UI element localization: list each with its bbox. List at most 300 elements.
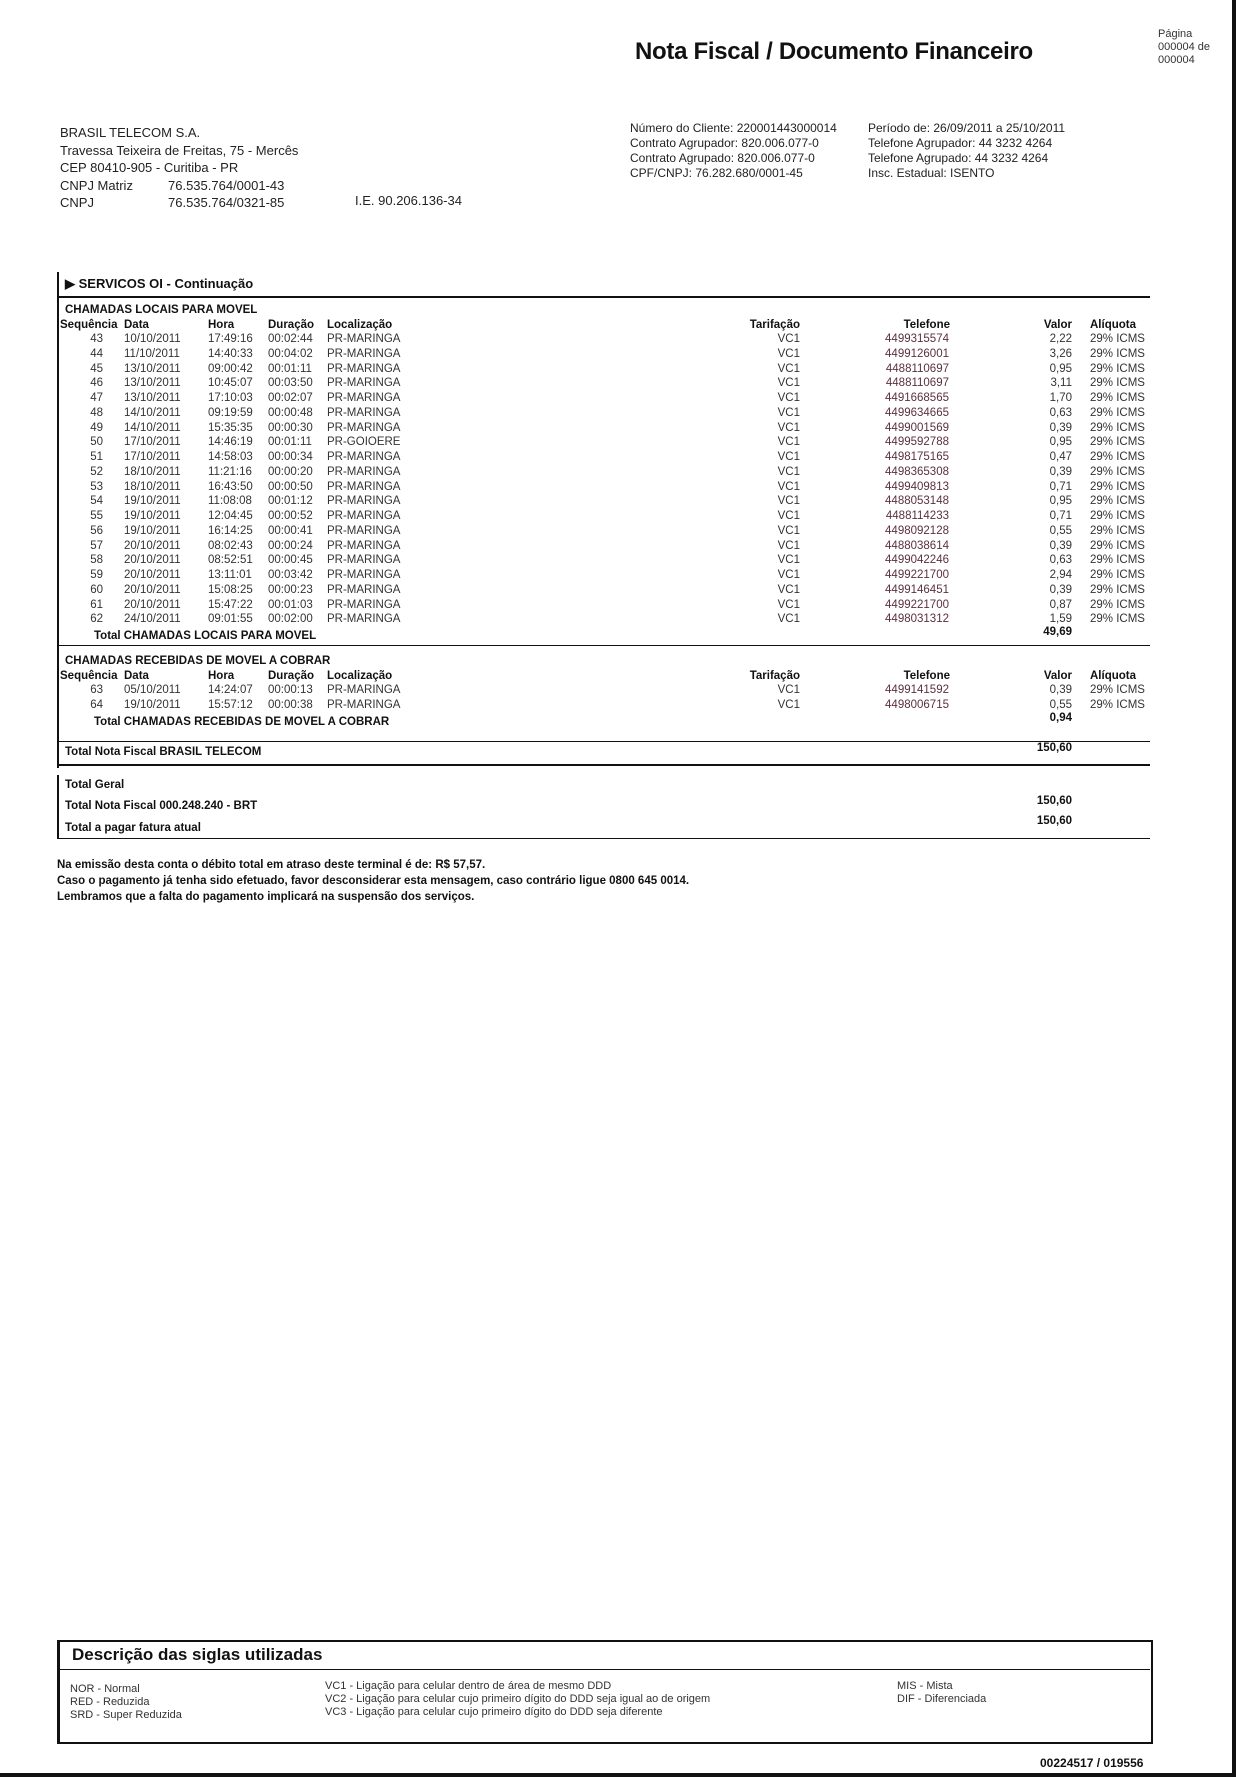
column-header-val: Valor	[1043, 319, 1072, 331]
column-header-tel: Telefone	[903, 319, 950, 331]
cell-dur: 00:02:44	[268, 333, 313, 345]
group-total-label: Total CHAMADAS LOCAIS PARA MOVEL	[94, 630, 317, 642]
cell-loc: PR-MARINGA	[327, 583, 401, 596]
company-block	[60, 124, 298, 212]
cell-val: 2,22	[1049, 333, 1072, 345]
client-insc-estadual: Insc. Estadual: ISENTO	[868, 166, 995, 180]
cell-ali: 29% ICMS	[1090, 377, 1145, 390]
cell-seq: 55	[90, 510, 103, 522]
table-row	[0, 348, 1236, 362]
cell-tar: VC1	[777, 392, 800, 404]
cell-seq: 61	[90, 598, 103, 611]
cell-hora: 08:52:51	[208, 554, 253, 567]
column-header-tel: Telefone	[903, 670, 950, 682]
table-row	[0, 495, 1236, 509]
cell-dur: 00:00:48	[268, 406, 313, 419]
notice-line: Lembramos que a falta do pagamento implicará na suspensão dos serviços.	[57, 891, 475, 903]
cell-loc: PR-MARINGA	[327, 347, 401, 360]
client-info-right	[868, 121, 1065, 181]
cell-tel: 4499409813	[885, 480, 949, 493]
cnpj-label: CNPJ	[60, 195, 94, 210]
cell-seq: 46	[90, 377, 103, 390]
cell-ali: 29% ICMS	[1090, 480, 1145, 493]
cell-tel: 4498365308	[885, 465, 949, 478]
cell-tel: 4499146451	[885, 583, 949, 596]
cell-tel: 4498175165	[885, 451, 949, 463]
column-header-dur: Duração	[268, 319, 315, 331]
cell-dur: 00:00:45	[268, 554, 313, 567]
cell-ali: 29% ICMS	[1090, 554, 1145, 567]
column-header-data: Data	[124, 670, 149, 682]
cell-data: 14/10/2011	[124, 421, 181, 434]
client-cpf-cnpj: CPF/CNPJ: 76.282.680/0001-45	[630, 166, 803, 180]
total-nf-brt-label: Total Nota Fiscal 000.248.240 - BRT	[65, 800, 258, 812]
cell-seq: 49	[90, 421, 103, 434]
cell-ali: 29% ICMS	[1090, 569, 1145, 581]
total-pagar-label: Total a pagar fatura atual	[65, 822, 201, 834]
cell-hora: 11:21:16	[208, 465, 252, 478]
table-row	[0, 684, 1236, 698]
cell-hora: 15:35:35	[208, 421, 253, 434]
cell-tar: VC1	[777, 465, 800, 478]
divider	[57, 838, 1150, 839]
cell-val: 0,39	[1049, 684, 1072, 696]
cell-val: 0,71	[1049, 480, 1072, 493]
cell-hora: 14:40:33	[208, 347, 253, 360]
cell-val: 0,63	[1049, 554, 1072, 567]
cell-dur: 00:03:42	[268, 569, 313, 581]
column-header-hora: Hora	[208, 319, 235, 331]
legend-item: MIS - Mista	[897, 1680, 953, 1692]
legend-title: Descrição das siglas utilizadas	[72, 1645, 323, 1664]
cell-dur: 00:00:20	[268, 465, 313, 478]
cell-data: 19/10/2011	[124, 510, 181, 522]
cell-seq: 59	[90, 569, 103, 581]
cell-seq: 48	[90, 406, 103, 419]
cell-hora: 10:45:07	[208, 377, 253, 390]
legend-item: VC2 - Ligação para celular cujo primeiro dígito do DDD seja igual ao de origem	[325, 1693, 711, 1705]
cell-tel: 4499141592	[885, 684, 949, 696]
legend-col-other	[897, 1680, 986, 1706]
cell-tel: 4499221700	[885, 569, 949, 581]
cell-seq: 51	[90, 451, 103, 463]
cell-val: 0,39	[1049, 421, 1072, 434]
cell-dur: 00:01:11	[268, 436, 312, 449]
legend-col-vc	[325, 1680, 710, 1719]
cell-hora: 14:24:07	[208, 684, 253, 696]
table-row	[0, 333, 1236, 347]
cell-val: 0,95	[1049, 362, 1072, 375]
cell-dur: 00:00:23	[268, 583, 313, 596]
cell-data: 14/10/2011	[124, 406, 181, 419]
cell-loc: PR-MARINGA	[327, 524, 401, 537]
cell-seq: 52	[90, 465, 103, 478]
cell-data: 19/10/2011	[124, 524, 181, 537]
cell-val: 1,59	[1049, 613, 1072, 626]
cell-hora: 17:49:16	[208, 333, 253, 345]
cell-seq: 57	[90, 539, 103, 552]
divider-thick	[57, 764, 1150, 766]
cell-seq: 50	[90, 436, 103, 449]
cell-ali: 29% ICMS	[1090, 510, 1145, 522]
table-row	[0, 466, 1236, 480]
client-number: Número do Cliente: 220001443000014	[630, 121, 837, 135]
cell-ali: 29% ICMS	[1090, 698, 1145, 711]
cell-tel: 4499592788	[885, 436, 949, 449]
cell-data: 20/10/2011	[124, 539, 181, 552]
legend-item: SRD - Super Reduzida	[70, 1709, 182, 1721]
cell-tel: 4499001569	[885, 421, 949, 434]
table-row	[0, 569, 1236, 583]
cell-tar: VC1	[777, 362, 800, 375]
cell-seq: 58	[90, 554, 103, 567]
table-row	[0, 451, 1236, 465]
column-header-seq: Sequência	[60, 319, 118, 331]
cell-tar: VC1	[777, 524, 800, 537]
cell-dur: 00:00:50	[268, 480, 313, 493]
cell-ali: 29% ICMS	[1090, 613, 1145, 626]
cell-dur: 00:00:41	[268, 524, 313, 537]
group-title: CHAMADAS LOCAIS PARA MOVEL	[65, 304, 258, 316]
cell-ali: 29% ICMS	[1090, 347, 1145, 360]
cell-data: 19/10/2011	[124, 495, 181, 508]
cell-hora: 15:08:25	[208, 583, 253, 596]
cell-hora: 14:46:19	[208, 436, 253, 449]
cell-data: 20/10/2011	[124, 598, 181, 611]
cell-hora: 17:10:03	[208, 392, 253, 404]
table-row	[0, 436, 1236, 450]
totals-border-left	[57, 775, 59, 839]
cell-hora: 15:57:12	[208, 698, 253, 711]
column-header-dur: Duração	[268, 670, 315, 682]
total-nf-brasil-value: 150,60	[1036, 742, 1072, 754]
cell-dur: 00:00:30	[268, 421, 313, 434]
scan-edge-bottom	[0, 1773, 1236, 1777]
notice-line: Na emissão desta conta o débito total em atraso deste terminal é de: R$ 57,57.	[57, 859, 486, 871]
cell-tel: 4488038614	[885, 539, 949, 552]
table-row	[0, 540, 1236, 554]
cell-data: 20/10/2011	[124, 583, 181, 596]
page-current: 000004 de	[1158, 41, 1210, 53]
cell-data: 20/10/2011	[124, 569, 181, 581]
cell-data: 24/10/2011	[124, 613, 181, 626]
cell-data: 18/10/2011	[124, 465, 181, 478]
cnpj-matriz: 76.535.764/0001-43	[168, 177, 285, 193]
table-row	[0, 481, 1236, 495]
cell-dur: 00:00:34	[268, 451, 313, 463]
cell-data: 17/10/2011	[124, 451, 181, 463]
cell-dur: 00:00:13	[268, 684, 313, 696]
cell-dur: 00:00:52	[268, 510, 313, 522]
cell-dur: 00:00:24	[268, 539, 313, 552]
cell-tar: VC1	[777, 495, 800, 508]
cell-loc: PR-MARINGA	[327, 698, 401, 711]
document-title: Nota Fiscal / Documento Financeiro	[635, 38, 1033, 65]
column-header-val: Valor	[1043, 670, 1072, 682]
group-title: CHAMADAS RECEBIDAS DE MOVEL A COBRAR	[65, 655, 331, 667]
cell-loc: PR-MARINGA	[327, 539, 401, 552]
total-geral-label: Total Geral	[65, 779, 125, 791]
cell-seq: 44	[90, 347, 103, 360]
cell-hora: 13:11:01	[208, 569, 252, 581]
cell-tel: 4488114233	[885, 510, 949, 522]
cell-dur: 00:00:38	[268, 698, 313, 711]
cell-ali: 29% ICMS	[1090, 583, 1145, 596]
cell-tel: 4499042246	[885, 554, 949, 567]
cell-tel: 4488110697	[885, 377, 949, 390]
cell-tar: VC1	[777, 539, 800, 552]
table-row	[0, 377, 1236, 391]
triangle-icon: ▶	[65, 276, 79, 291]
overdue-notice	[57, 857, 689, 905]
cell-loc: PR-MARINGA	[327, 333, 401, 345]
cell-tar: VC1	[777, 377, 800, 390]
table-row	[0, 554, 1236, 568]
cell-tar: VC1	[777, 684, 800, 696]
page-indicator	[1158, 28, 1210, 67]
cell-loc: PR-MARINGA	[327, 377, 401, 390]
cell-seq: 54	[90, 495, 103, 508]
cell-loc: PR-MARINGA	[327, 510, 401, 522]
cell-tar: VC1	[777, 510, 800, 522]
cell-loc: PR-MARINGA	[327, 495, 401, 508]
column-header-ali: Alíquota	[1090, 670, 1136, 682]
cell-ali: 29% ICMS	[1090, 362, 1145, 375]
cell-loc: PR-MARINGA	[327, 569, 401, 581]
cell-loc: PR-MARINGA	[327, 480, 401, 493]
cell-val: 3,26	[1049, 347, 1072, 360]
cell-loc: PR-GOIOERE	[327, 436, 401, 449]
column-header-tar: Tarifação	[749, 319, 800, 331]
cell-seq: 43	[90, 333, 103, 345]
legend-item: RED - Reduzida	[70, 1696, 150, 1708]
cell-hora: 15:47:22	[208, 598, 253, 611]
table-row	[0, 407, 1236, 421]
cell-val: 0,71	[1049, 510, 1072, 522]
cell-val: 0,47	[1049, 451, 1072, 463]
cell-seq: 56	[90, 524, 103, 537]
cell-hora: 09:01:55	[208, 613, 253, 626]
cell-val: 1,70	[1049, 392, 1072, 404]
cnpj: 76.535.764/0321-85	[168, 195, 285, 210]
cell-data: 13/10/2011	[124, 362, 181, 375]
cell-val: 0,87	[1049, 598, 1072, 611]
column-header-data: Data	[124, 319, 149, 331]
contrato-agrupado: Contrato Agrupado: 820.006.077-0	[630, 151, 815, 165]
cell-val: 0,95	[1049, 495, 1072, 508]
column-header-loc: Localização	[327, 319, 393, 331]
cell-dur: 00:03:50	[268, 377, 313, 390]
cell-dur: 00:01:12	[268, 495, 313, 508]
cell-dur: 00:04:02	[268, 347, 313, 360]
footer-code: 00224517 / 019556	[1040, 1756, 1144, 1770]
cell-val: 0,39	[1049, 583, 1072, 596]
cell-ali: 29% ICMS	[1090, 539, 1145, 552]
table-row	[0, 510, 1236, 524]
cell-hora: 09:00:42	[208, 362, 253, 375]
cell-tar: VC1	[777, 480, 800, 493]
cell-seq: 45	[90, 362, 103, 375]
group-total-value: 0,94	[1049, 711, 1072, 724]
cell-ali: 29% ICMS	[1090, 392, 1145, 404]
company-name: BRASIL TELECOM S.A.	[60, 125, 201, 140]
company-cep: CEP 80410-905 - Curitiba - PR	[60, 160, 239, 175]
cell-hora: 16:14:25	[208, 524, 253, 537]
inscricao-estadual-company: I.E. 90.206.136-34	[355, 193, 462, 208]
cell-tel: 4499634665	[885, 406, 949, 419]
column-headers	[0, 670, 1236, 684]
cell-data: 20/10/2011	[124, 554, 181, 567]
legend-col-tarifas	[70, 1683, 182, 1722]
cell-hora: 08:02:43	[208, 539, 253, 552]
cell-data: 17/10/2011	[124, 436, 181, 449]
cell-loc: PR-MARINGA	[327, 392, 401, 404]
cell-data: 13/10/2011	[124, 377, 181, 390]
cell-val: 3,11	[1050, 377, 1072, 390]
cell-tar: VC1	[777, 406, 800, 419]
table-row	[0, 525, 1236, 539]
cell-ali: 29% ICMS	[1090, 406, 1145, 419]
column-header-ali: Alíquota	[1090, 319, 1136, 331]
cell-data: 05/10/2011	[124, 684, 181, 696]
cell-tel: 4499126001	[885, 347, 949, 360]
cnpj-matriz-label: CNPJ Matriz	[60, 177, 133, 193]
cell-hora: 11:08:08	[208, 495, 252, 508]
notice-line: Caso o pagamento já tenha sido efetuado, favor desconsiderar esta mensagem, caso contrário ligue 0800 645 0014.	[57, 875, 690, 887]
cell-dur: 00:02:07	[268, 392, 313, 404]
group-total-label: Total CHAMADAS RECEBIDAS DE MOVEL A COBRAR	[94, 715, 390, 728]
scan-edge-right	[1232, 0, 1236, 1777]
total-nf-brt-value: 150,60	[1036, 795, 1072, 807]
cell-val: 0,55	[1049, 698, 1072, 711]
cell-tar: VC1	[777, 451, 800, 463]
cell-tel: 4488110697	[885, 362, 949, 375]
cell-dur: 00:01:03	[268, 598, 313, 611]
table-row	[0, 599, 1236, 613]
company-address: Travessa Teixeira de Freitas, 75 - Mercês	[60, 142, 299, 158]
client-info-left	[630, 121, 837, 181]
cell-tar: VC1	[777, 598, 800, 611]
cell-ali: 29% ICMS	[1090, 684, 1145, 696]
cell-data: 18/10/2011	[124, 480, 181, 493]
cell-tel: 4488053148	[885, 495, 949, 508]
cell-data: 10/10/2011	[124, 333, 181, 345]
cell-loc: PR-MARINGA	[327, 406, 401, 419]
cell-loc: PR-MARINGA	[327, 362, 401, 375]
contrato-agrupador: Contrato Agrupador: 820.006.077-0	[630, 136, 819, 150]
cell-tel: 4499315574	[885, 333, 949, 345]
cell-hora: 14:58:03	[208, 451, 253, 463]
cell-tel: 4498031312	[885, 613, 949, 626]
column-header-seq: Sequência	[60, 670, 118, 682]
page-total: 000004	[1158, 54, 1195, 66]
telefone-agrupador: Telefone Agrupador: 44 3232 4264	[868, 136, 1053, 150]
cell-ali: 29% ICMS	[1090, 333, 1145, 345]
cell-loc: PR-MARINGA	[327, 613, 401, 626]
cell-tar: VC1	[777, 347, 800, 360]
cell-tar: VC1	[777, 613, 800, 626]
cell-data: 13/10/2011	[124, 392, 181, 404]
section-divider	[57, 296, 1150, 298]
table-row	[0, 363, 1236, 377]
cell-val: 0,55	[1049, 524, 1072, 537]
cell-seq: 60	[90, 583, 103, 596]
cell-seq: 47	[90, 392, 103, 404]
cell-loc: PR-MARINGA	[327, 465, 401, 478]
total-pagar-value: 150,60	[1036, 815, 1072, 827]
cell-tar: VC1	[777, 554, 800, 567]
billing-period: Período de: 26/09/2011 a 25/10/2011	[868, 121, 1066, 135]
cell-seq: 62	[90, 613, 103, 626]
cell-loc: PR-MARINGA	[327, 421, 401, 434]
cell-tar: VC1	[777, 436, 800, 449]
cell-loc: PR-MARINGA	[327, 554, 401, 567]
cell-ali: 29% ICMS	[1090, 436, 1145, 449]
cell-dur: 00:01:11	[268, 362, 312, 375]
cell-val: 2,94	[1049, 569, 1072, 581]
cell-tel: 4498006715	[885, 698, 949, 711]
cell-tar: VC1	[777, 583, 800, 596]
cell-data: 19/10/2011	[124, 698, 181, 711]
cell-tar: VC1	[777, 569, 800, 581]
cell-ali: 29% ICMS	[1090, 421, 1145, 434]
legend-item: VC1 - Ligação para celular dentro de área de mesmo DDD	[325, 1680, 612, 1692]
cell-hora: 09:19:59	[208, 406, 253, 419]
cell-tar: VC1	[777, 333, 800, 345]
legend-divider	[60, 1669, 1150, 1670]
total-nf-brasil-label: Total Nota Fiscal BRASIL TELECOM	[65, 746, 262, 758]
section-title	[65, 276, 253, 292]
table-row	[0, 422, 1236, 436]
cell-ali: 29% ICMS	[1090, 598, 1145, 611]
divider	[57, 741, 1150, 742]
cell-loc: PR-MARINGA	[327, 598, 401, 611]
cell-data: 11/10/2011	[124, 347, 180, 360]
cell-val: 0,63	[1049, 406, 1072, 419]
table-row	[0, 392, 1236, 406]
cell-ali: 29% ICMS	[1090, 465, 1145, 478]
group-divider	[57, 645, 1150, 646]
cell-hora: 16:43:50	[208, 480, 253, 493]
cell-tel: 4491668565	[885, 392, 949, 404]
cell-ali: 29% ICMS	[1090, 495, 1145, 508]
page-label: Página	[1158, 28, 1193, 40]
legend-item: VC3 - Ligação para celular cujo primeiro dígito do DDD seja diferente	[325, 1706, 663, 1718]
table-row	[0, 584, 1236, 598]
cell-ali: 29% ICMS	[1090, 451, 1145, 463]
cell-tel: 4499221700	[885, 598, 949, 611]
group-total-value: 49,69	[1043, 626, 1072, 638]
column-header-tar: Tarifação	[749, 670, 800, 682]
cell-hora: 12:04:45	[208, 510, 253, 522]
column-header-hora: Hora	[208, 670, 235, 682]
cell-val: 0,39	[1049, 465, 1072, 478]
cell-loc: PR-MARINGA	[327, 684, 401, 696]
cell-val: 0,95	[1049, 436, 1072, 449]
cell-seq: 53	[90, 480, 103, 493]
cell-loc: PR-MARINGA	[327, 451, 401, 463]
cell-tel: 4498092128	[885, 524, 949, 537]
column-headers	[0, 319, 1236, 333]
column-header-loc: Localização	[327, 670, 393, 682]
cell-dur: 00:02:00	[268, 613, 313, 626]
cell-ali: 29% ICMS	[1090, 524, 1145, 537]
telefone-agrupado: Telefone Agrupado: 44 3232 4264	[868, 151, 1049, 165]
cell-seq: 64	[90, 698, 103, 711]
cell-val: 0,39	[1049, 539, 1072, 552]
cell-tar: VC1	[777, 421, 800, 434]
cell-seq: 63	[90, 684, 103, 696]
